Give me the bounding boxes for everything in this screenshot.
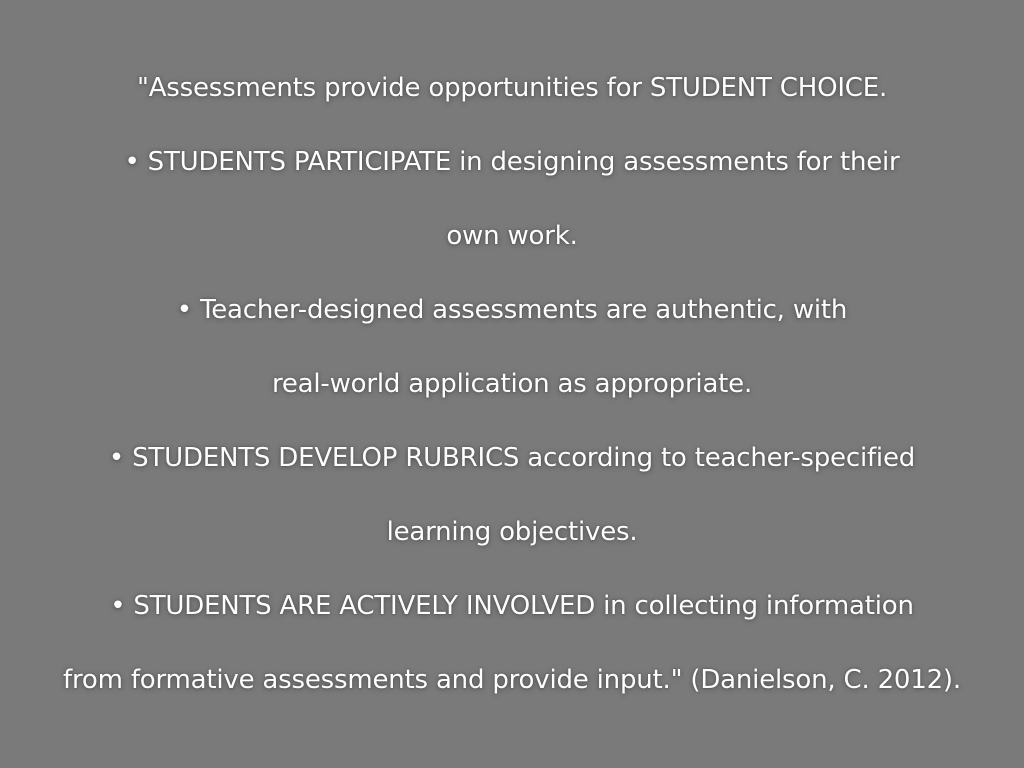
bullet-students-participate-continuation: own work. (446, 221, 578, 251)
citation-line: from formative assessments and provide input." (Danielson, C. 2012). (63, 665, 961, 695)
bullet-students-participate-line: • STUDENTS PARTICIPATE in designing assessments for their (124, 147, 900, 177)
bullet-teacher-designed-line: • Teacher-designed assessments are authentic, with (176, 295, 848, 325)
bullet-teacher-designed-continuation: real-world application as appropriate. (271, 369, 753, 399)
bullet-students-develop-rubrics-line: • STUDENTS DEVELOP RUBRICS according to teacher-specified (108, 443, 916, 473)
bullet-students-actively-involved-line: • STUDENTS ARE ACTIVELY INVOLVED in collecting information (110, 591, 914, 621)
quote-intro-line: "Assessments provide opportunities for STUDENT CHOICE. (136, 73, 888, 103)
bullet-students-develop-rubrics-continuation: learning objectives. (386, 517, 638, 547)
